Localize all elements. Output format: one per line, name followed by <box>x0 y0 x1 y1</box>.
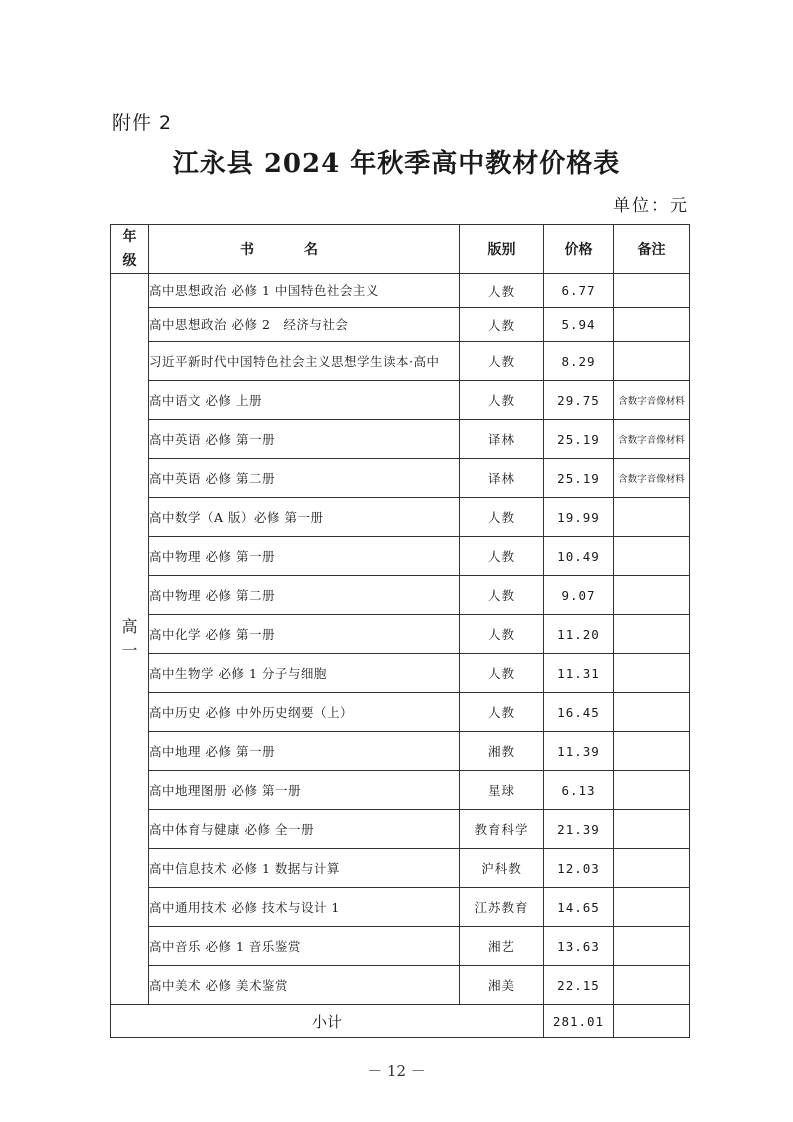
book-name-cell: 高中思想政治 必修 2 经济与社会 <box>149 308 460 342</box>
price-cell: 25.19 <box>544 420 614 459</box>
unit-label: 单位：元 <box>613 196 689 216</box>
table-row <box>111 966 690 1005</box>
price-cell: 8.29 <box>544 342 614 381</box>
note-cell <box>614 615 690 654</box>
grade-header: 年 级 <box>111 225 149 274</box>
price-cell: 21.39 <box>544 810 614 849</box>
publisher-cell: 湘艺 <box>460 927 544 966</box>
book-name-cell: 高中历史 必修 中外历史纲要（上） <box>149 693 460 732</box>
note-cell <box>614 654 690 693</box>
price-cell: 25.19 <box>544 459 614 498</box>
book-name-cell: 高中数学（A 版）必修 第一册 <box>149 498 460 537</box>
book-name-cell: 习近平新时代中国特色社会主义思想学生读本·高中 <box>149 342 460 381</box>
price-header: 价格 <box>544 225 614 274</box>
book-name-header: 书名 <box>149 225 460 274</box>
table-row <box>111 615 690 654</box>
note-cell <box>614 693 690 732</box>
note-cell <box>614 342 690 381</box>
note-cell: 含数字音像材料 <box>614 459 690 498</box>
table-header-row <box>111 225 690 274</box>
table-row <box>111 381 690 420</box>
publisher-cell: 译林 <box>460 459 544 498</box>
note-cell <box>614 537 690 576</box>
book-name-cell: 高中体育与健康 必修 全一册 <box>149 810 460 849</box>
publisher-cell: 湘美 <box>460 966 544 1005</box>
publisher-cell: 人教 <box>460 274 544 308</box>
table-row <box>111 810 690 849</box>
publisher-cell: 人教 <box>460 342 544 381</box>
book-name-cell: 高中生物学 必修 1 分子与细胞 <box>149 654 460 693</box>
publisher-cell: 人教 <box>460 693 544 732</box>
note-cell <box>614 732 690 771</box>
price-cell: 9.07 <box>544 576 614 615</box>
book-name-cell: 高中化学 必修 第一册 <box>149 615 460 654</box>
table-row <box>111 420 690 459</box>
book-name-cell: 高中音乐 必修 1 音乐鉴赏 <box>149 927 460 966</box>
book-name-cell: 高中英语 必修 第二册 <box>149 459 460 498</box>
subtotal-label: 小计 <box>111 1005 544 1038</box>
price-cell: 10.49 <box>544 537 614 576</box>
table-row <box>111 498 690 537</box>
note-cell <box>614 966 690 1005</box>
note-cell <box>614 308 690 342</box>
table-row <box>111 576 690 615</box>
price-cell: 13.63 <box>544 927 614 966</box>
book-name-cell: 高中思想政治 必修 1 中国特色社会主义 <box>149 274 460 308</box>
book-name-cell: 高中通用技术 必修 技术与设计 1 <box>149 888 460 927</box>
note-cell <box>614 849 690 888</box>
table-row <box>111 308 690 342</box>
table-row <box>111 459 690 498</box>
note-cell <box>614 498 690 537</box>
note-cell <box>614 576 690 615</box>
publisher-cell: 星球 <box>460 771 544 810</box>
publisher-cell: 教育科学 <box>460 810 544 849</box>
note-cell <box>614 810 690 849</box>
note-cell <box>614 927 690 966</box>
publisher-cell: 江苏教育 <box>460 888 544 927</box>
book-name-cell: 高中英语 必修 第一册 <box>149 420 460 459</box>
note-cell <box>614 771 690 810</box>
page-title: 江永县 2024 年秋季高中教材价格表 <box>172 149 621 179</box>
table-row <box>111 693 690 732</box>
publisher-cell: 人教 <box>460 498 544 537</box>
publisher-header: 版别 <box>460 225 544 274</box>
price-table <box>110 224 690 1038</box>
subtotal-row <box>111 1005 690 1038</box>
publisher-cell: 人教 <box>460 381 544 420</box>
price-cell: 19.99 <box>544 498 614 537</box>
publisher-cell: 人教 <box>460 576 544 615</box>
publisher-cell: 人教 <box>460 654 544 693</box>
table-row <box>111 849 690 888</box>
price-cell: 22.15 <box>544 966 614 1005</box>
note-cell: 含数字音像材料 <box>614 420 690 459</box>
publisher-cell: 湘教 <box>460 732 544 771</box>
publisher-cell: 人教 <box>460 615 544 654</box>
price-cell: 11.31 <box>544 654 614 693</box>
book-name-cell: 高中语文 必修 上册 <box>149 381 460 420</box>
book-name-cell: 高中美术 必修 美术鉴赏 <box>149 966 460 1005</box>
table-row <box>111 342 690 381</box>
note-cell: 含数字音像材料 <box>614 381 690 420</box>
publisher-cell: 人教 <box>460 537 544 576</box>
table-row <box>111 654 690 693</box>
book-name-cell: 高中信息技术 必修 1 数据与计算 <box>149 849 460 888</box>
subtotal-price: 281.01 <box>544 1005 614 1038</box>
book-name-cell: 高中地理 必修 第一册 <box>149 732 460 771</box>
note-cell <box>614 274 690 308</box>
table-row <box>111 274 690 308</box>
attachment-label: 附件 2 <box>112 112 173 134</box>
price-cell: 6.77 <box>544 274 614 308</box>
page-number: － 12 － <box>367 1062 426 1080</box>
book-name-cell: 高中物理 必修 第二册 <box>149 576 460 615</box>
table-body <box>111 274 690 1038</box>
price-cell: 11.39 <box>544 732 614 771</box>
book-name-cell: 高中地理图册 必修 第一册 <box>149 771 460 810</box>
subtotal-note <box>614 1005 690 1038</box>
table-row <box>111 732 690 771</box>
publisher-cell: 沪科教 <box>460 849 544 888</box>
book-name-cell: 高中物理 必修 第一册 <box>149 537 460 576</box>
note-cell <box>614 888 690 927</box>
price-cell: 6.13 <box>544 771 614 810</box>
price-cell: 5.94 <box>544 308 614 342</box>
publisher-cell: 人教 <box>460 308 544 342</box>
table-row <box>111 888 690 927</box>
table-row <box>111 927 690 966</box>
price-cell: 11.20 <box>544 615 614 654</box>
table-row <box>111 537 690 576</box>
price-cell: 16.45 <box>544 693 614 732</box>
price-cell: 12.03 <box>544 849 614 888</box>
table-row <box>111 771 690 810</box>
publisher-cell: 译林 <box>460 420 544 459</box>
note-header: 备注 <box>614 225 690 274</box>
grade-cell: 高 一 <box>111 274 149 1005</box>
price-cell: 14.65 <box>544 888 614 927</box>
price-cell: 29.75 <box>544 381 614 420</box>
